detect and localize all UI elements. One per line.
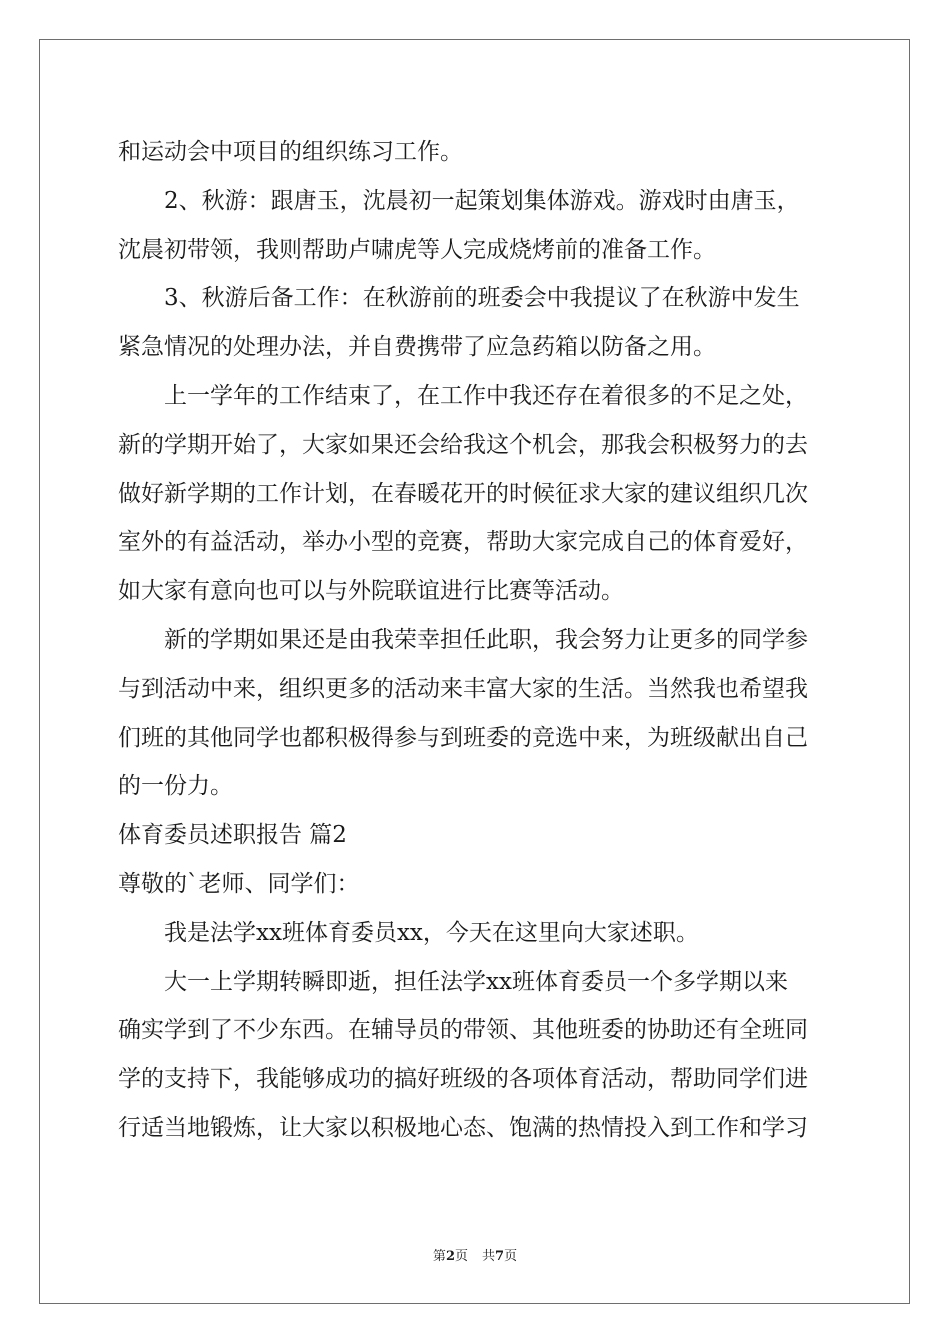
text-line: 如大家有意向也可以与外院联谊进行比赛等活动。 bbox=[118, 578, 624, 605]
text-line: 沈晨初带领，我则帮助卢啸虎等人完成烧烤前的准备工作。 bbox=[118, 236, 716, 263]
text-line: 3、秋游后备工作：在秋游前的班委会中我提议了在秋游中发生 bbox=[164, 285, 800, 312]
text-line: 室外的有益活动，举办小型的竞赛，帮助大家完成自己的体育爱好， bbox=[118, 529, 808, 556]
text-line: 们班的其他同学也都积极得参与到班委的竞选中来，为班级献出自己 bbox=[118, 724, 808, 751]
text-line: 我是法学xx班体育委员xx，今天在这里向大家述职。 bbox=[164, 919, 699, 946]
page-footer bbox=[0, 1247, 950, 1267]
text-line: 尊敬的`老师、同学们： bbox=[118, 870, 360, 897]
text-line: 上一学年的工作结束了，在工作中我还存在着很多的不足之处， bbox=[164, 382, 808, 409]
text-line: 2、秋游：跟唐玉，沈晨初一起策划集体游戏。游戏时由唐玉， bbox=[164, 187, 800, 214]
text-line: 做好新学期的工作计划，在春暖花开的时候征求大家的建议组织几次 bbox=[118, 480, 808, 507]
text-line: 与到活动中来，组织更多的活动来丰富大家的生活。当然我也希望我 bbox=[118, 675, 808, 702]
text-line: 体育委员述职报告 篇2 bbox=[118, 822, 347, 849]
text-line: 行适当地锻炼，让大家以积极地心态、饱满的热情投入到工作和学习 bbox=[118, 1114, 808, 1141]
text-line: 和运动会中项目的组织练习工作。 bbox=[118, 139, 463, 165]
total-page-number: 7 bbox=[495, 1249, 505, 1264]
text-line: 新的学期开始了，大家如果还会给我这个机会，那我会积极努力的去 bbox=[118, 431, 808, 458]
total-prefix: 共 bbox=[482, 1249, 496, 1264]
current-page-number: 2 bbox=[445, 1249, 455, 1264]
text-line: 学的支持下，我能够成功的搞好班级的各项体育活动，帮助同学们进 bbox=[118, 1066, 808, 1093]
text-line: 确实学到了不少东西。在辅导员的带领、其他班委的协助还有全班同 bbox=[118, 1017, 808, 1044]
text-line: 新的学期如果还是由我荣幸担任此职，我会努力让更多的同学参 bbox=[164, 626, 808, 653]
page-suffix: 页 bbox=[454, 1249, 468, 1264]
text-line: 的一份力。 bbox=[118, 773, 233, 800]
text-line: 大一上学期转瞬即逝，担任法学xx班体育委员一个多学期以来 bbox=[164, 968, 788, 995]
text-line: 紧急情况的处理办法，并自费携带了应急药箱以防备之用。 bbox=[118, 334, 716, 361]
total-suffix: 页 bbox=[504, 1249, 518, 1264]
document-body bbox=[118, 128, 838, 1153]
page-prefix: 第 bbox=[432, 1249, 446, 1264]
